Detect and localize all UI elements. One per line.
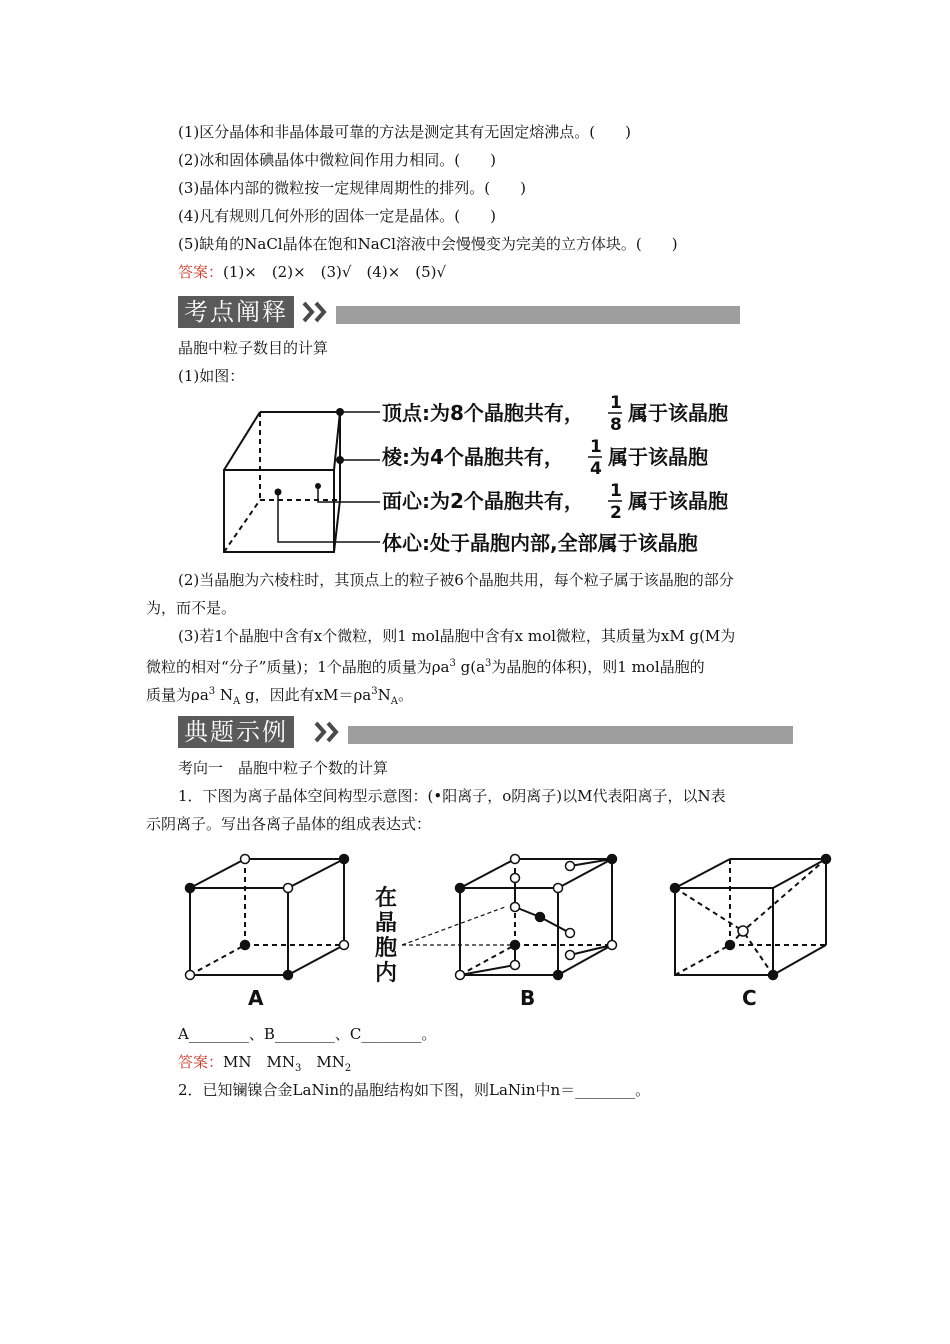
para3-line3	[146, 682, 413, 712]
cell-B	[456, 855, 617, 980]
frac-vertex-num: 1	[610, 393, 622, 413]
label-body: 体心:处于晶胞内部,全部属于该晶胞	[382, 531, 698, 555]
label-vertex-post: 属于该晶胞	[628, 401, 728, 425]
sup-3c: 3	[208, 686, 216, 697]
q2-line: 2．已知镧镍合金LaNin的晶胞结构如下图，则LaNin中n＝________。	[178, 1081, 651, 1099]
para3-l2c: 为晶胞的体积)，则1 mol晶胞的	[491, 658, 705, 676]
inside-char-4: 内	[375, 961, 398, 986]
sub-A: A	[233, 696, 241, 707]
answer-blanks: A________、B________、C________。	[178, 1025, 437, 1043]
answer-text: (1)× (2)× (3)√ (4)× (5)√	[223, 263, 447, 281]
sup-3: 3	[449, 658, 456, 669]
cell-captions	[248, 986, 757, 1010]
label-edge: 棱:为4个晶胞共有，	[382, 445, 564, 469]
q1-line2: 示阴离子。写出各离子晶体的组成表达式：	[146, 815, 432, 833]
answer-label-2: 答案：	[178, 1053, 224, 1071]
chevron-icon	[314, 721, 348, 743]
chevron-icon	[302, 301, 336, 323]
ionic-crystal-figure	[170, 845, 850, 1015]
para2-line1: (2)当晶胞为六棱柱时，其顶点上的粒子被6个晶胞共用，每个粒子属于该晶胞的部分	[178, 571, 734, 589]
pointer-lines	[278, 412, 380, 542]
inside-char-2: 晶	[375, 911, 398, 936]
para3-line2	[146, 654, 705, 677]
answer-2	[178, 1052, 351, 1079]
label-face: 面心:为2个晶胞共有，	[382, 489, 584, 513]
label-edge-post: 属于该晶胞	[608, 445, 708, 469]
frac-face-den: 2	[610, 503, 622, 523]
para3-line1: (3)若1个晶胞中含有x个微粒，则1 mol晶胞中含有x mol微粒，其质量为xM g(M为	[178, 627, 736, 645]
para3-l3a: 质量为ρa	[146, 686, 209, 704]
para3-l2b: g(a	[455, 658, 486, 676]
judgment-1: (1)区分晶体和非晶体最可靠的方法是测定其有无固定熔沸点。( )	[178, 123, 631, 141]
section-banner-kaodian	[178, 296, 740, 328]
item-1: (1)如图：	[178, 367, 245, 385]
answer2-a: MN MN	[223, 1053, 295, 1071]
topic-heading: 晶胞中粒子数目的计算	[178, 339, 329, 357]
cell-A	[186, 855, 349, 980]
caption-C: C	[742, 986, 757, 1010]
section-banner-dianti	[178, 716, 793, 748]
frac-face-num: 1	[610, 481, 622, 501]
frac-edge-den: 4	[590, 459, 602, 479]
cube-drawing	[224, 412, 340, 552]
section-bar-2	[348, 726, 793, 744]
figure-labels	[381, 393, 728, 555]
answer-1	[178, 262, 446, 282]
label-face-post: 属于该晶胞	[628, 489, 728, 513]
para2-line2: 为，而不是。	[146, 599, 237, 617]
judgment-3: (3)晶体内部的微粒按一定规律周期性的排列。( )	[178, 179, 526, 197]
answer2-c: MN	[301, 1053, 345, 1071]
judgment-4: (4)凡有规则几何外形的固体一定是晶体。( )	[178, 207, 496, 225]
para3-l3d: N	[377, 686, 391, 704]
judgment-2: (2)冰和固体碘晶体中微粒间作用力相同。( )	[178, 151, 496, 169]
cell-C	[671, 855, 831, 980]
direction-heading: 考向一 晶胞中粒子个数的计算	[178, 759, 389, 777]
frac-edge-num: 1	[590, 437, 602, 457]
sub-A2: A	[390, 696, 398, 707]
para3-l3c: g，因此有xM＝ρa	[240, 686, 372, 704]
inside-char-1: 在	[375, 886, 398, 911]
judgment-5: (5)缺角的NaCl晶体在饱和NaCl溶液中会慢慢变为完美的立方体块。( )	[178, 235, 678, 253]
unit-cell-figure	[210, 390, 770, 560]
sup-3d: 3	[371, 686, 378, 697]
label-vertex: 顶点:为8个晶胞共有，	[382, 401, 584, 425]
para3-l2a: 微粒的相对“分子”质量)；1个晶胞的质量为ρa	[146, 658, 450, 676]
para3-l3b: N	[215, 686, 234, 704]
para3-l3e: 。	[397, 686, 413, 704]
inside-char-3: 胞	[375, 936, 398, 961]
frac-vertex-den: 8	[610, 415, 622, 435]
caption-B: B	[520, 986, 536, 1010]
answer2-sub3: 3	[294, 1063, 302, 1074]
section-title: 考点阐释	[178, 296, 294, 328]
inside-cell-label	[375, 885, 397, 986]
section-title-2: 典题示例	[178, 716, 294, 748]
caption-A: A	[248, 986, 264, 1010]
answer2-sub2: 2	[344, 1063, 352, 1074]
label-pointers	[402, 907, 515, 945]
sup-3b: 3	[485, 658, 492, 669]
answer-label: 答案：	[178, 263, 224, 281]
q1-line1: 1．下图为离子晶体空间构型示意图：(•阳离子，o阴离子)以M代表阳离子，以N表	[178, 787, 726, 805]
section-bar	[336, 306, 740, 324]
